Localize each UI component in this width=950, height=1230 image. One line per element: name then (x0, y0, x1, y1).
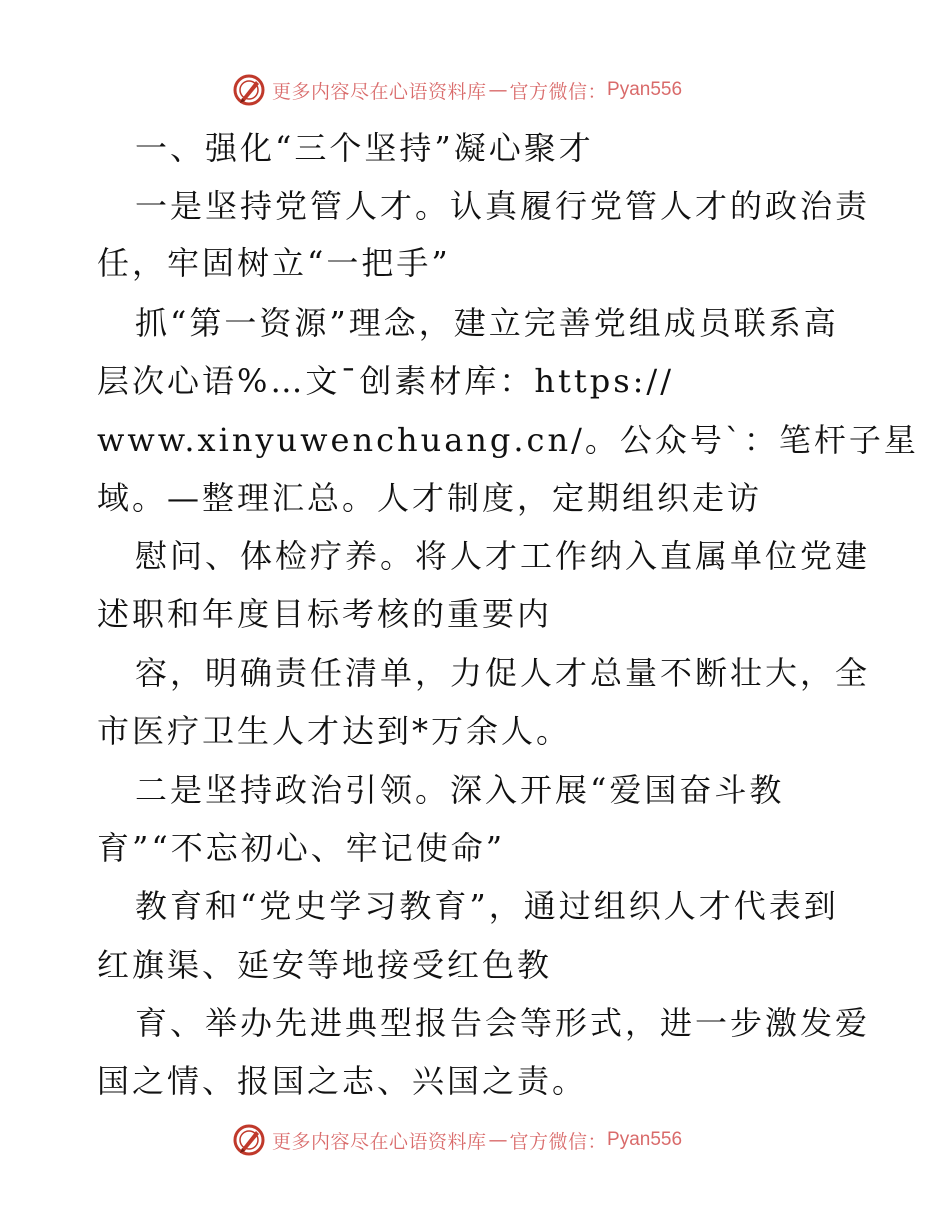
paragraph-line: 慰问、体检疗养。将人才工作纳入直属单位党建 (135, 537, 871, 575)
pen-circle-logo-icon (232, 73, 266, 107)
paragraph-line: www.xinyuwenchuang.cn/。公众号`：笔杆子星 (97, 421, 919, 459)
paragraph-line: 国之情、报国之志、兴国之责。 (97, 1062, 588, 1100)
section-heading: 一、强化“三个坚持”凝心聚才 (135, 129, 594, 167)
paragraph-line: 任，牢固树立“一把手” (97, 244, 451, 282)
watermark-dash: — (488, 1129, 508, 1151)
paragraph-line: 容，明确责任清单，力促人才总量不断壮大，全 (135, 654, 871, 692)
paragraph-line: 域。—整理汇总。人才制度，定期组织走访 (97, 479, 763, 517)
header-watermark (232, 72, 682, 108)
paragraph-line: 一是坚持党管人才。认真履行党管人才的政治责 (135, 187, 871, 225)
watermark-dash: — (488, 79, 508, 101)
watermark-wechat-id: Pyan556 (607, 79, 683, 100)
pen-circle-logo-icon (232, 1123, 266, 1157)
watermark-wechat-label: 官方微信： (509, 1130, 608, 1153)
paragraph-line: 育”“不忘初心、牢记使命” (97, 829, 506, 867)
paragraph-line: 育、举办先进典型报告会等形式，进一步激发爱 (135, 1004, 871, 1042)
watermark-site-text: 更多内容尽在心语资料库 (272, 1130, 487, 1153)
paragraph-line: 述职和年度目标考核的重要内 (97, 595, 553, 633)
paragraph-line: 市医疗卫生人才达到*万余人。 (97, 712, 572, 750)
watermark-site-text: 更多内容尽在心语资料库 (272, 80, 487, 103)
paragraph-line: 二是坚持政治引领。深入开展“爱国奋斗教 (135, 771, 785, 809)
watermark-wechat-label: 官方微信： (509, 80, 608, 103)
paragraph-line: 层次心语%…文¯创素材库：https:// (97, 362, 674, 400)
paragraph-line: 教育和“党史学习教育”，通过组织人才代表到 (135, 887, 839, 925)
footer-watermark (232, 1122, 682, 1158)
paragraph-line: 抓“第一资源”理念，建立完善党组成员联系高 (135, 304, 839, 342)
paragraph-line: 红旗渠、延安等地接受红色教 (97, 946, 553, 984)
watermark-wechat-id: Pyan556 (607, 1129, 683, 1150)
